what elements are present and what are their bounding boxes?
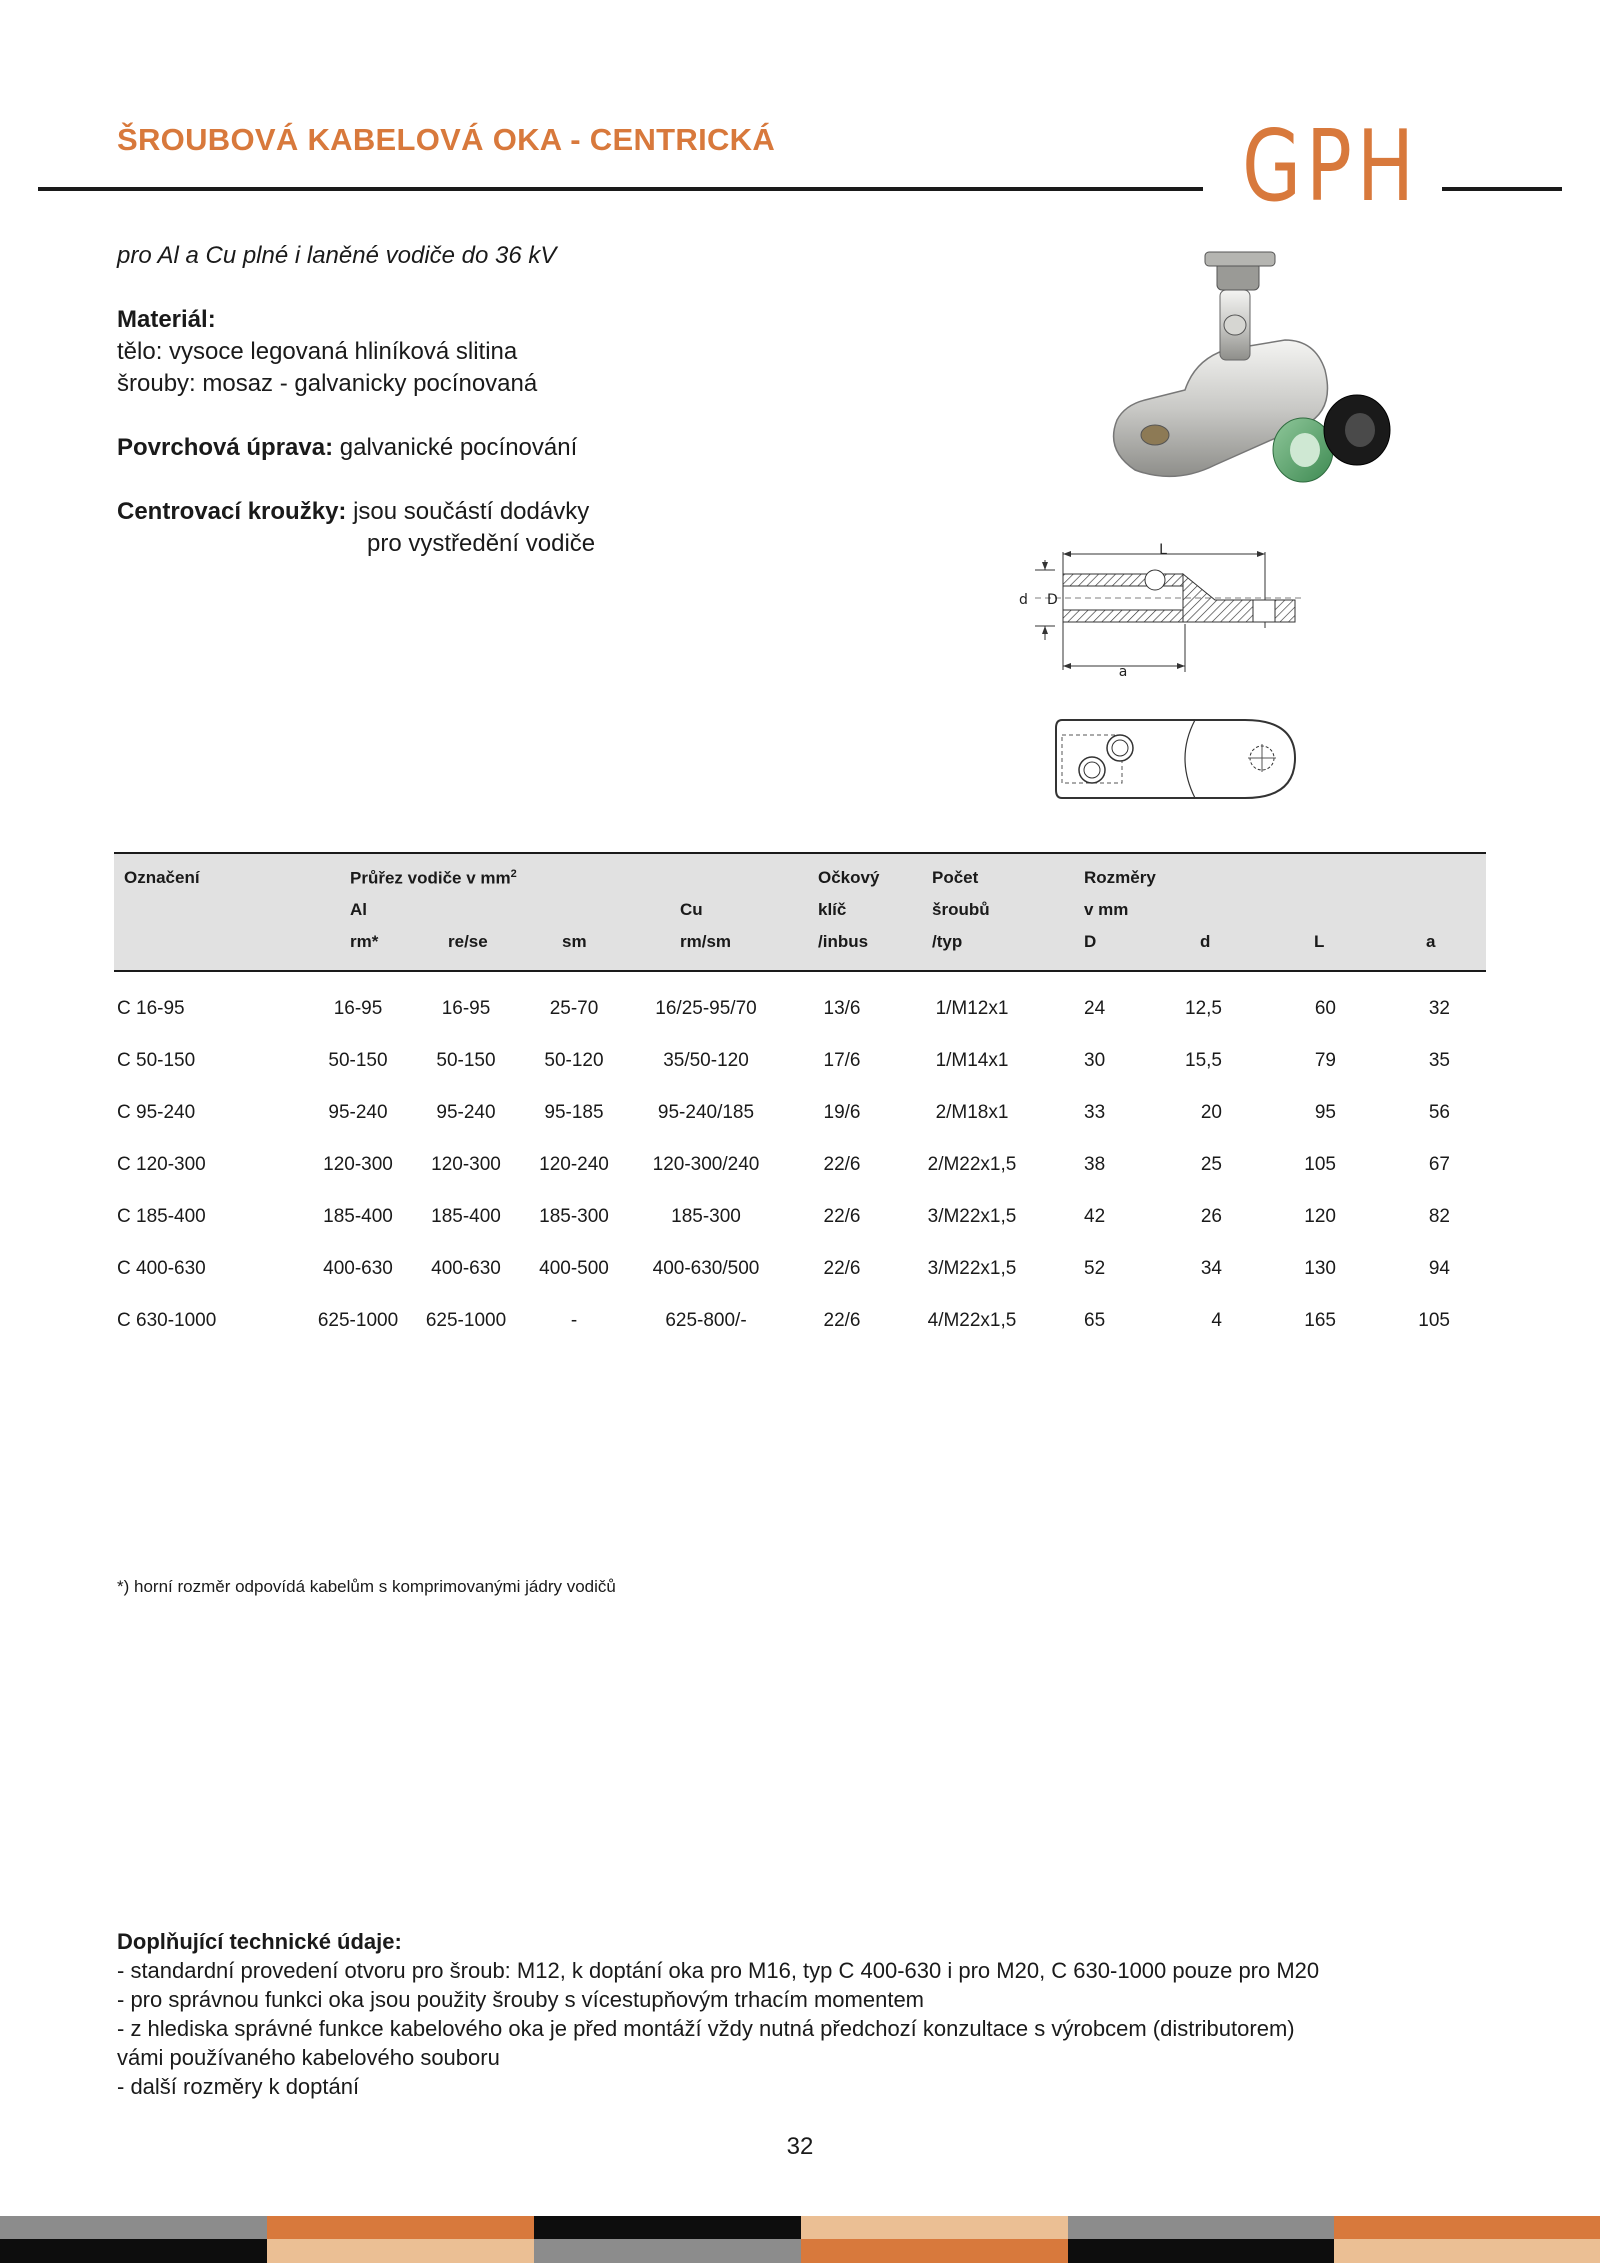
side-view-drawing xyxy=(1005,540,1315,685)
brand-logo: GPH xyxy=(1242,110,1419,224)
subtitle: pro Al a Cu plné i laněné vodiče do 36 kV xyxy=(117,242,557,269)
cell-d: 26 xyxy=(1200,1206,1222,1227)
cell-al-rm: 625-1000 xyxy=(317,1310,399,1331)
cell-al-sm: 95-185 xyxy=(544,1102,604,1123)
cell-key: 17/6 xyxy=(823,1050,861,1071)
dim-label-L: L xyxy=(1159,542,1167,558)
cell-cu: 185-300 xyxy=(671,1206,741,1227)
extra-line: vámi používaného kabelového souboru xyxy=(117,2045,500,2070)
surface-finish: Povrchová úprava: galvanické pocínování xyxy=(117,434,578,461)
table-row xyxy=(114,1076,1486,1128)
cell-a: 67 xyxy=(1428,1154,1450,1175)
cell-screws: 1/M14x1 xyxy=(935,1050,1009,1071)
material-body: tělo: vysoce legovaná hliníková slitina xyxy=(117,338,518,365)
cell-al-sm: 185-300 xyxy=(539,1206,609,1227)
footer-bar xyxy=(0,2216,267,2239)
footer-color-bars xyxy=(0,2216,1600,2263)
header-dims-2: v mm xyxy=(1084,900,1129,919)
cell-al-rese: 95-240 xyxy=(436,1102,496,1123)
cell-a: 32 xyxy=(1428,998,1450,1019)
header-rese: re/se xyxy=(448,932,488,951)
header-D: D xyxy=(1084,932,1097,951)
product-table xyxy=(114,852,1486,1336)
header-key-1: Očkový xyxy=(818,868,880,887)
cell-designation: C 185-400 xyxy=(117,1206,206,1227)
cell-al-rm: 16-95 xyxy=(333,998,383,1019)
extra-line: - pro správnou funkci oka jsou použity šrouby s vícestupňovým trhacím momentem xyxy=(117,1987,925,2012)
dim-label-d: d xyxy=(1019,592,1028,608)
cell-L: 105 xyxy=(1304,1154,1336,1175)
cell-L: 79 xyxy=(1314,1050,1336,1071)
cell-al-rm: 120-300 xyxy=(323,1154,393,1175)
page-number: 32 xyxy=(786,2133,814,2160)
cell-d: 12,5 xyxy=(1185,998,1222,1019)
table-body xyxy=(114,972,1486,1336)
header-screws-2: šroubů xyxy=(932,900,990,919)
header-L: L xyxy=(1314,932,1325,951)
cell-D: 30 xyxy=(1084,1050,1106,1071)
cell-key: 19/6 xyxy=(823,1102,861,1123)
cell-D: 52 xyxy=(1084,1258,1106,1279)
cell-al-sm: 25-70 xyxy=(549,998,599,1019)
footnote: *) horní rozměr odpovídá kabelům s komprimovanými jádry vodičů xyxy=(117,1577,616,1596)
cell-cu: 625-800/- xyxy=(665,1310,747,1331)
table-row xyxy=(114,1180,1486,1232)
cell-designation: C 16-95 xyxy=(117,998,185,1019)
cell-cu: 400-630/500 xyxy=(652,1258,760,1279)
cell-d: 34 xyxy=(1200,1258,1222,1279)
footer-bar xyxy=(267,2216,534,2239)
cell-a: 82 xyxy=(1428,1206,1450,1227)
header-screws-1: Počet xyxy=(932,868,979,887)
intro-section xyxy=(117,240,1017,560)
cell-cu: 16/25-95/70 xyxy=(655,998,757,1019)
footer-bar xyxy=(0,2239,267,2263)
centering-rings: Centrovací kroužky: jsou součástí dodávky xyxy=(117,498,590,525)
extra-line: - standardní provedení otvoru pro šroub: M12, k doptání oka pro M16, typ C 400-630 i pro M20, C 630-1000 pouze pro M20 xyxy=(117,1958,1320,1983)
extra-line: - z hlediska správné funkce kabelového oka je před montáží vždy nutná předchozí konzultace s výrobcem (distributorem) xyxy=(117,2016,1295,2041)
cell-d: 15,5 xyxy=(1185,1050,1222,1071)
cell-L: 120 xyxy=(1304,1206,1336,1227)
top-view-drawing xyxy=(1050,710,1320,810)
table-row xyxy=(114,1024,1486,1076)
cell-key: 22/6 xyxy=(823,1206,861,1227)
header-key-2: klíč xyxy=(818,900,847,919)
cell-screws: 2/M18x1 xyxy=(935,1102,1009,1123)
table-row xyxy=(114,1128,1486,1180)
dim-label-D: D xyxy=(1047,592,1058,608)
header-d: d xyxy=(1200,932,1211,951)
cell-al-rm: 50-150 xyxy=(328,1050,388,1071)
footer-bar xyxy=(1334,2239,1600,2263)
table-row xyxy=(114,972,1486,1024)
cell-D: 38 xyxy=(1084,1154,1106,1175)
cell-screws: 3/M22x1,5 xyxy=(927,1206,1017,1227)
table-header xyxy=(114,854,1486,970)
cell-key: 22/6 xyxy=(823,1310,861,1331)
cell-d: 25 xyxy=(1200,1154,1222,1175)
cell-designation: C 630-1000 xyxy=(117,1310,217,1331)
footer-bar xyxy=(267,2239,534,2263)
cell-designation: C 400-630 xyxy=(117,1258,206,1279)
product-photo xyxy=(1105,250,1395,490)
header-cross-section: Průřez vodiče v $mm^2$ xyxy=(350,868,517,888)
cell-designation: C 95-240 xyxy=(117,1102,196,1123)
footer-bar xyxy=(534,2216,801,2239)
cell-D: 24 xyxy=(1084,998,1106,1019)
cell-L: 165 xyxy=(1304,1310,1336,1331)
cell-al-rese: 625-1000 xyxy=(425,1310,507,1331)
footer-bar xyxy=(1068,2216,1334,2239)
cell-al-rese: 400-630 xyxy=(431,1258,501,1279)
cell-screws: 4/M22x1,5 xyxy=(927,1310,1017,1331)
cell-al-sm: 400-500 xyxy=(539,1258,609,1279)
footer-bar xyxy=(534,2239,801,2263)
material-label: Materiál: xyxy=(117,306,216,333)
header-dims-1: Rozměry xyxy=(1084,868,1156,887)
header-cu: Cu xyxy=(680,900,703,919)
dim-label-a: a xyxy=(1118,664,1128,680)
footer-bar xyxy=(1334,2216,1600,2239)
cell-key: 22/6 xyxy=(823,1258,861,1279)
footer-bar xyxy=(801,2216,1068,2239)
cell-al-rese: 16-95 xyxy=(441,998,491,1019)
header-designation: Označení xyxy=(124,868,200,887)
cell-d: 4 xyxy=(1211,1310,1222,1331)
cell-screws: 2/M22x1,5 xyxy=(927,1154,1017,1175)
cell-a: 56 xyxy=(1428,1102,1450,1123)
footer-bar xyxy=(1068,2239,1334,2263)
cell-al-rm: 400-630 xyxy=(323,1258,393,1279)
cell-L: 60 xyxy=(1314,998,1336,1019)
cell-D: 42 xyxy=(1084,1206,1106,1227)
cell-a: 94 xyxy=(1428,1258,1450,1279)
header-key-3: /inbus xyxy=(818,932,869,951)
cell-a: 35 xyxy=(1428,1050,1450,1071)
cell-D: 33 xyxy=(1084,1102,1106,1123)
cell-key: 13/6 xyxy=(823,998,861,1019)
cell-L: 130 xyxy=(1304,1258,1336,1279)
header-cu-rmsm: rm/sm xyxy=(680,932,732,951)
table-row xyxy=(114,1232,1486,1284)
centering-rings-cont: pro vystředění vodiče xyxy=(367,530,596,557)
extra-info xyxy=(117,1927,1517,2101)
footer-bar xyxy=(801,2239,1068,2263)
cell-al-sm: 120-240 xyxy=(539,1154,609,1175)
table-row xyxy=(114,1284,1486,1336)
material-screws: šrouby: mosaz - galvanicky pocínovaná xyxy=(117,370,538,397)
cell-key: 22/6 xyxy=(823,1154,861,1175)
cell-cu: 95-240/185 xyxy=(657,1102,755,1123)
cell-cu: 35/50-120 xyxy=(663,1050,749,1071)
header-al: Al xyxy=(350,900,367,919)
cell-al-sm: - xyxy=(570,1310,578,1331)
cell-designation: C 120-300 xyxy=(117,1154,206,1175)
header-rule-right xyxy=(1442,187,1562,191)
cell-al-rese: 50-150 xyxy=(436,1050,496,1071)
page-title: ŠROUBOVÁ KABELOVÁ OKA - CENTRICKÁ xyxy=(117,122,776,157)
extra-heading: Doplňující technické údaje: xyxy=(117,1929,402,1954)
cell-cu: 120-300/240 xyxy=(652,1154,760,1175)
cell-L: 95 xyxy=(1314,1102,1336,1123)
header-screws-3: /typ xyxy=(932,932,963,951)
cell-d: 20 xyxy=(1200,1102,1222,1123)
cell-al-rm: 95-240 xyxy=(328,1102,388,1123)
cell-al-rese: 120-300 xyxy=(431,1154,501,1175)
extra-line: - další rozměry k doptání xyxy=(117,2074,360,2099)
cell-al-rm: 185-400 xyxy=(323,1206,393,1227)
cell-a: 105 xyxy=(1418,1310,1450,1331)
header-rule-left xyxy=(38,187,1203,191)
header-a: a xyxy=(1426,932,1436,951)
header-rm: rm* xyxy=(350,932,379,951)
cell-al-sm: 50-120 xyxy=(544,1050,604,1071)
cell-al-rese: 185-400 xyxy=(431,1206,501,1227)
cell-screws: 1/M12x1 xyxy=(935,998,1009,1019)
cell-designation: C 50-150 xyxy=(117,1050,196,1071)
cell-screws: 3/M22x1,5 xyxy=(927,1258,1017,1279)
cell-D: 65 xyxy=(1084,1310,1106,1331)
header-sm: sm xyxy=(562,932,587,951)
